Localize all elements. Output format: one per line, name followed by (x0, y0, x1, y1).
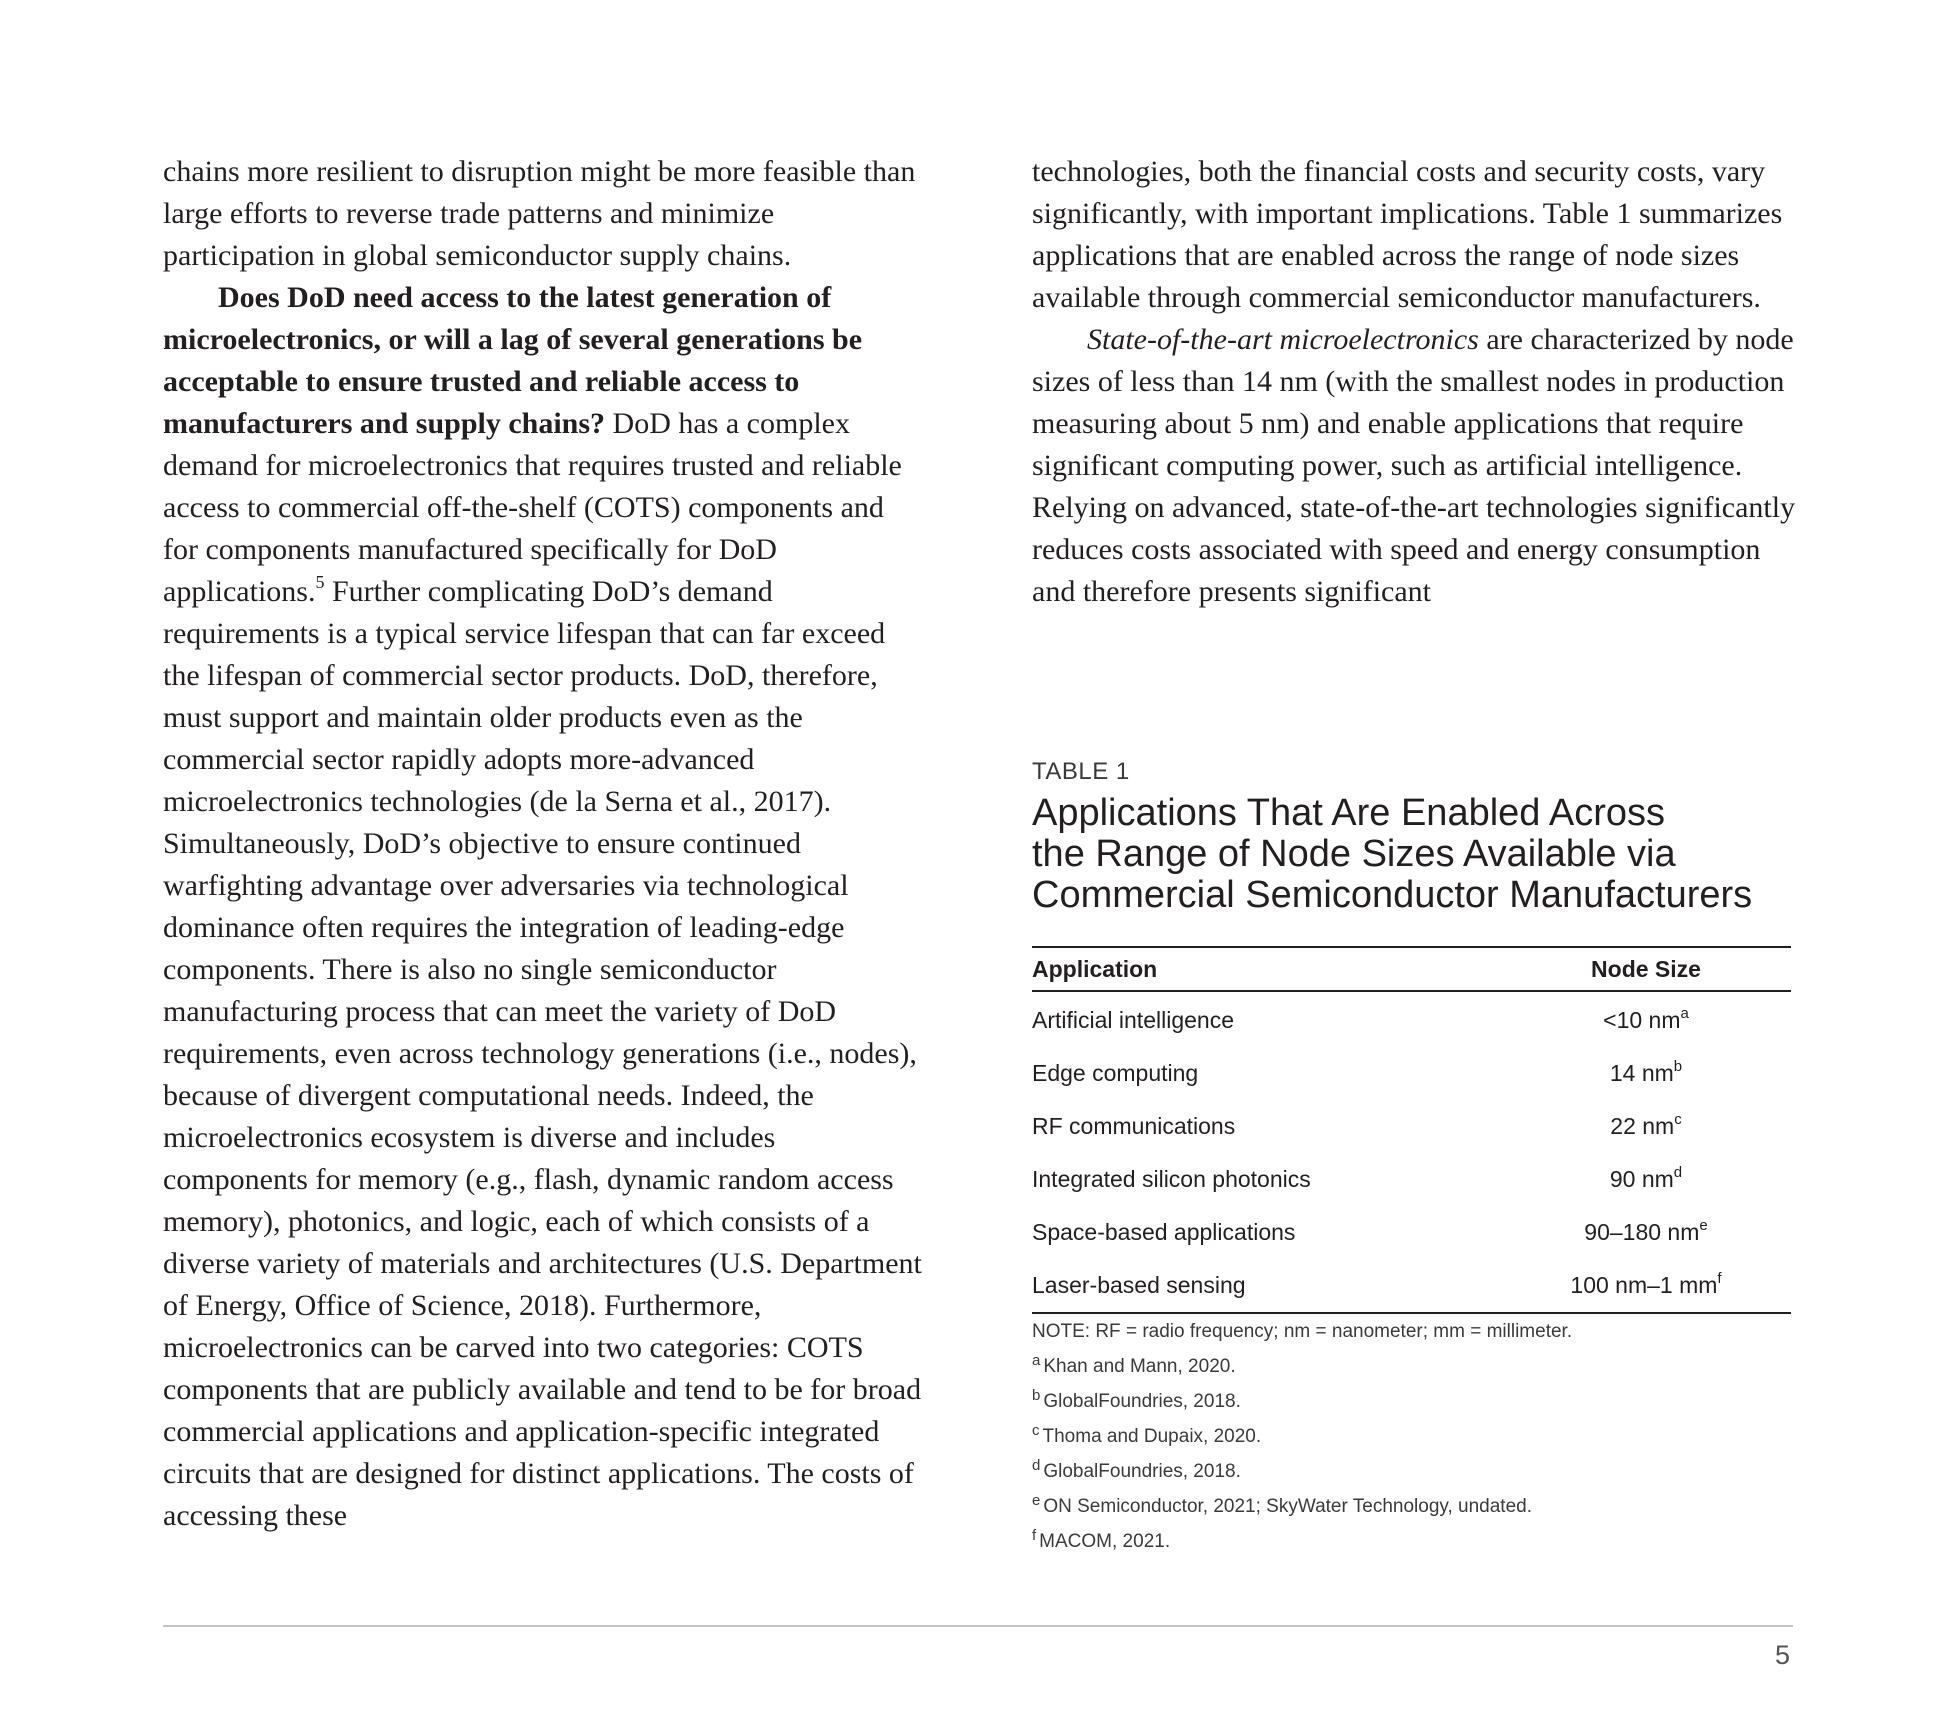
right-text-column (1032, 151, 1802, 613)
source-text: MACOM, 2021. (1039, 1531, 1171, 1552)
table-header-row (1032, 947, 1791, 991)
body-paragraph: technologies, both the financial costs and security costs, vary significantly, with important implications. Table 1 summarizes applications that are enabled across the range of node sizes available through commercial semiconductor manufacturers. (1032, 155, 1783, 314)
node-size-cell (1501, 1206, 1791, 1259)
table-label: TABLE 1 (1032, 758, 1130, 785)
table-source (1032, 1352, 1791, 1379)
table-row (1032, 1047, 1791, 1100)
paragraph-text: DoD has a complex demand for microelectronics that requires trusted and reliable access to commercial off-the-shelf (COTS) components and for components manufactured specifically for DoD applications. (163, 407, 902, 608)
application-cell: Edge computing (1032, 1060, 1199, 1086)
node-size-value: 90 nm (1609, 1166, 1674, 1192)
node-size-value: 90–180 nm (1584, 1219, 1700, 1245)
node-size-cell (1501, 991, 1791, 1047)
table-title-line: the Range of Node Sizes Available via (1032, 833, 1676, 875)
table-row (1032, 1206, 1791, 1259)
footnote-mark: a (1680, 1005, 1689, 1022)
application-cell: RF communications (1032, 1113, 1236, 1139)
application-cell: Integrated silicon photonics (1032, 1166, 1311, 1192)
node-size-cell (1501, 1047, 1791, 1100)
footer-divider (163, 1625, 1793, 1627)
italic-term: State-of-the-art microelectronics (1087, 323, 1479, 356)
column-header-application: Application (1032, 947, 1501, 991)
node-size-cell (1501, 1153, 1791, 1206)
body-paragraph-question (163, 277, 923, 1537)
footnote-mark: e (1699, 1217, 1708, 1234)
source-text: GlobalFoundries, 2018. (1043, 1391, 1241, 1412)
node-size-cell (1501, 1259, 1791, 1313)
source-mark: f (1032, 1527, 1037, 1544)
application-cell: Space-based applications (1032, 1219, 1296, 1245)
footnote-mark: c (1674, 1111, 1682, 1128)
table-note: NOTE: RF = radio frequency; nm = nanometer; mm = millimeter. (1032, 1321, 1573, 1342)
table-title-line: Applications That Are Enabled Across (1032, 792, 1666, 834)
table-notes (1032, 1320, 1791, 1554)
table-source (1032, 1492, 1791, 1519)
table-1 (1032, 757, 1791, 1554)
table-source (1032, 1457, 1791, 1484)
table-row (1032, 1100, 1791, 1153)
paragraph-text: Further complicating DoD’s demand requirements is a typical service lifespan that can far exceed the lifespan of commercial sector products. DoD, therefore, must support and maintain older products even as the commercial sector rapidly adopts more-advanced microelectronics technologies (de la Serna et al., 2017). Simultaneously, DoD’s objective to ensure continued warfighting advantage over adversaries via technological dominance often requires the integration of leading-edge components. There is also no single semiconductor manufacturing process that can meet the variety of DoD requirements, even across technology generations (i.e., nodes), because of divergent computational needs. Indeed, the microelectronics ecosystem is diverse and includes components for memory (e.g., flash, dynamic random access memory), photonics, and logic, each of which consists of a diverse variety of materials and architectures (U.S. Department of Energy, Office of Science, 2018). Furthermore, microelectronics can be carved into two categories: COTS components that are publicly available and tend to be for broad commercial applications and application-specific integrated circuits that are designed for distinct applications. The costs of accessing these (163, 575, 922, 1532)
footnote-mark: f (1717, 1270, 1722, 1287)
source-text: Khan and Mann, 2020. (1043, 1356, 1236, 1377)
body-paragraph: chains more resilient to disruption might be more feasible than large efforts to reverse trade patterns and minimize participation in global semiconductor supply chains. (163, 155, 916, 272)
application-cell: Artificial intelligence (1032, 1007, 1234, 1033)
source-text: Thoma and Dupaix, 2020. (1042, 1426, 1262, 1447)
table-title (1032, 793, 1791, 916)
table-source (1032, 1527, 1791, 1554)
table-row (1032, 1259, 1791, 1313)
node-size-value: <10 nm (1603, 1007, 1681, 1033)
node-size-value: 22 nm (1610, 1113, 1675, 1139)
source-mark: a (1032, 1352, 1041, 1369)
source-text: ON Semiconductor, 2021; SkyWater Technology, undated. (1043, 1496, 1532, 1517)
table-title-line: Commercial Semiconductor Manufacturers (1032, 874, 1753, 916)
bold-question: Does DoD need access to the latest generation of microelectronics, or will a lag of several generations be acceptable to ensure trusted and reliable access to manufacturers and supply chains? (163, 281, 863, 440)
node-size-table (1032, 946, 1791, 1314)
footnote-mark: d (1673, 1164, 1683, 1181)
endnote-reference[interactable]: 5 (315, 572, 325, 592)
node-size-value: 100 nm–1 mm (1570, 1272, 1718, 1298)
node-size-cell (1501, 1100, 1791, 1153)
source-mark: b (1032, 1387, 1041, 1404)
table-source (1032, 1387, 1791, 1414)
table-source (1032, 1422, 1791, 1449)
node-size-value: 14 nm (1609, 1060, 1674, 1086)
paragraph-text: are characterized by node sizes of less than 14 nm (with the smallest nodes in production measuring about 5 nm) and enable applications that require significant computing power, such as artificial intelligence. Relying on advanced, state-of-the-art technologies significantly reduces costs associated with speed and energy consumption and therefore presents significant (1032, 323, 1796, 608)
table-row (1032, 1153, 1791, 1206)
source-mark: c (1032, 1422, 1040, 1439)
source-mark: d (1032, 1457, 1041, 1474)
source-mark: e (1032, 1492, 1041, 1509)
body-paragraph (1032, 319, 1802, 613)
source-text: GlobalFoundries, 2018. (1043, 1461, 1241, 1482)
footnote-mark: b (1673, 1058, 1683, 1075)
left-text-column (163, 151, 923, 1537)
application-cell: Laser-based sensing (1032, 1259, 1501, 1313)
page-number: 5 (1774, 1640, 1790, 1670)
column-header-node-size: Node Size (1501, 947, 1791, 991)
table-row (1032, 991, 1791, 1047)
